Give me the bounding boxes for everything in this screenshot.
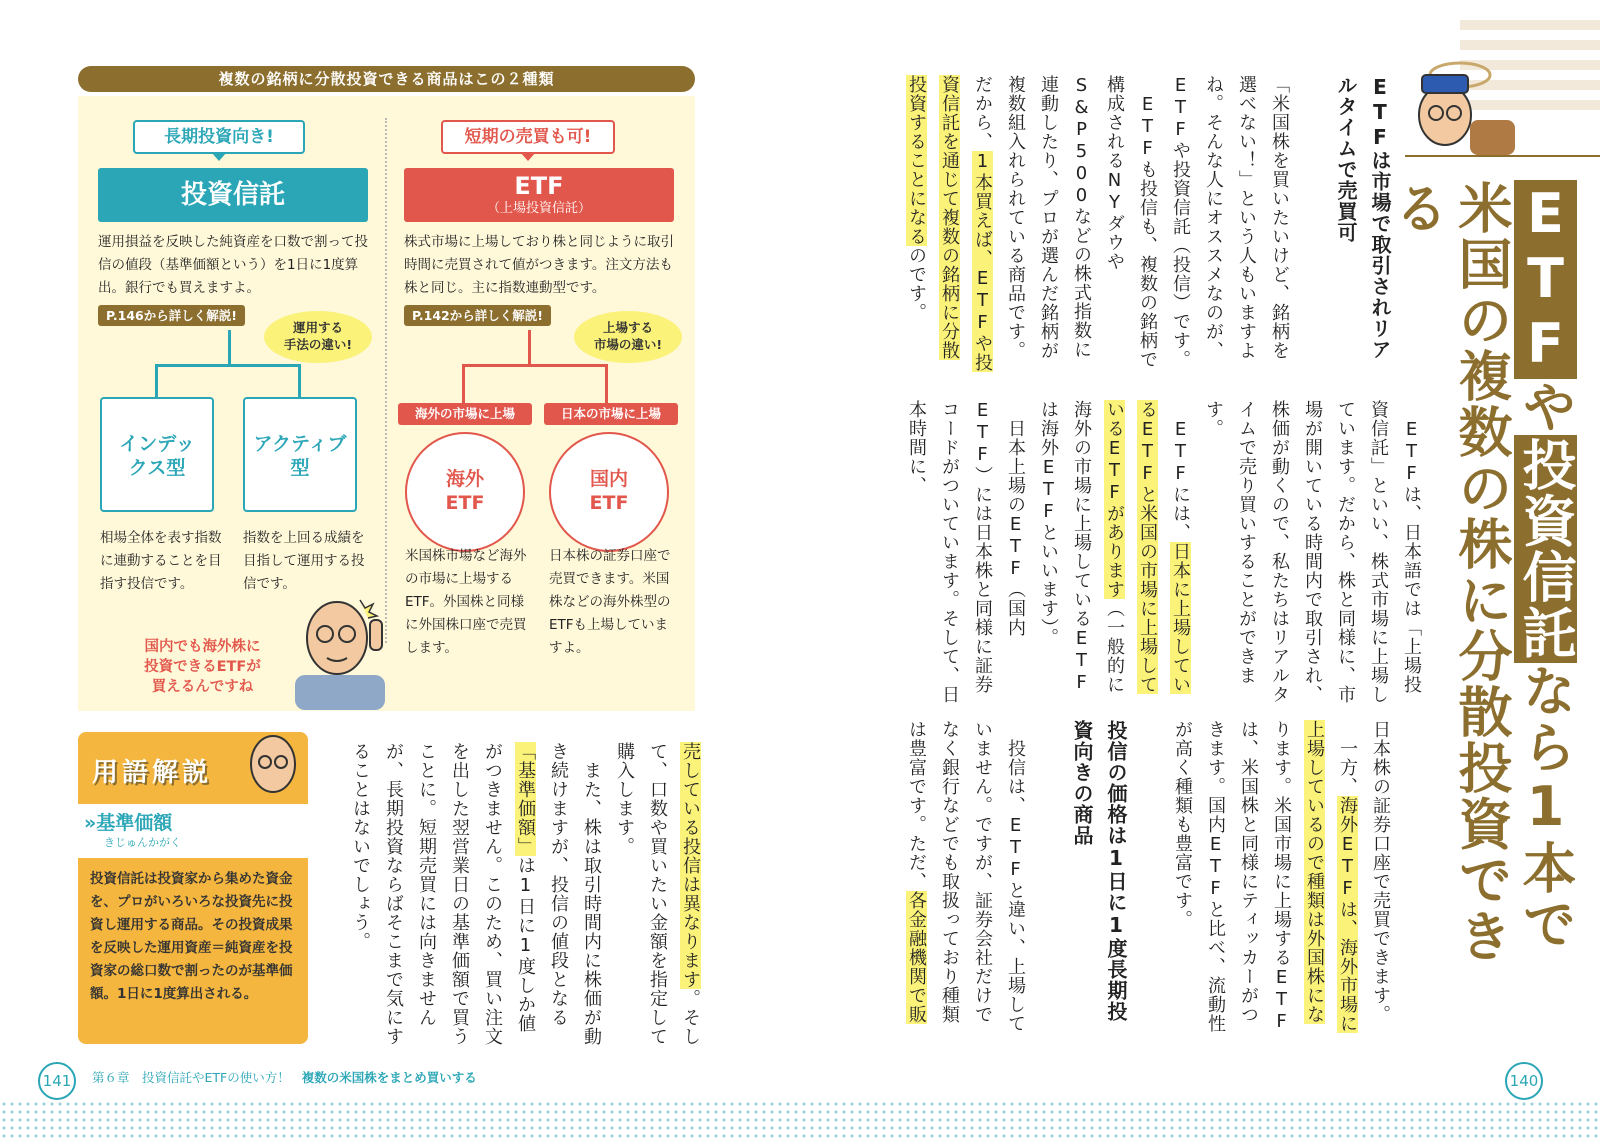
body-text: （一般的に海外の市場に上場しているETFは海外ETFといいます）。 — [1038, 400, 1125, 694]
chapter-subtitle: 複数の米国株をまとめ買いする — [301, 1070, 477, 1085]
character-comment-line1: 国内でも海外株に — [144, 639, 261, 655]
page-number-left: 141 — [38, 1062, 76, 1100]
etf-title-box — [404, 168, 674, 222]
body-text: は1日に1度しか値がつきません。このため、買い注文を出した翌営業日の基準価額で買うことに。短期売買には向きませんが、長期投資ならばそこまで気にすることはないでしょう。 — [350, 742, 536, 1046]
glossary-term: »基準価額 — [84, 812, 173, 834]
body-text: ETFも投信も、複数の銘柄で構成されるNYダウやS&P500などの株式指数に連動したり、プロが選んだ銘柄が複数組入れられている商品です。だから、 — [972, 75, 1158, 369]
toushin-page-ref: P.146から詳しく解説! — [98, 305, 245, 326]
section-heading: 投信の価格は1日に1度長期投資向きの商品 — [1070, 720, 1128, 1022]
tree-line — [155, 364, 301, 367]
body-text: ります。米国市場に上場するETFは、米国株と同様にティッカーがつきます。国内ETFと比べ、流動性が高く種類も豊富です。 — [1172, 720, 1292, 1033]
body-text: 日本株の証券口座で売買できます。 — [1370, 720, 1391, 1024]
highlight: 売している投信は異なります — [680, 742, 701, 989]
right-middle-text — [900, 400, 1428, 705]
body-text: ETFには、 — [1170, 400, 1191, 542]
glossary-man-illustration — [242, 728, 304, 800]
section-header: 複数の銘柄に分散投資できる商品はこの２種類 — [78, 66, 695, 92]
tree-line — [462, 364, 608, 367]
etf-bubble-line2: 市場の違い! — [593, 337, 663, 352]
highlight: 「基準価額」 — [515, 742, 536, 856]
title-box-etf: ETF — [1514, 182, 1577, 377]
glossary-reading: きじゅんかがく — [104, 836, 181, 849]
domestic-etf-description: 日本株の証券口座で売買できます。米国株などの海外株型のETFも上場していますよ。 — [549, 548, 671, 656]
etf-description: 株式市場に上場しており株と同じように取引時間に売買されて値がつきます。注文方法も株と同じ。主に指数連動型です。 — [404, 234, 674, 296]
body-text: ETFは、日本語では「上場投資信託」といい、株式市場に上場しています。だから、株と同様に、市場が開いている時間内で取引され、株価が動くので、私たちはリアルタイムで売り買いすることができます。 — [1203, 400, 1422, 704]
overseas-etf-circle — [405, 432, 525, 552]
highlight: 日本に上場している — [1137, 400, 1191, 694]
chapter-footer — [92, 1068, 477, 1086]
body-text: また、株は取引時間内に株価が動き続けますが、投信の値段となる — [548, 742, 602, 1046]
toushin-bubble — [264, 311, 372, 363]
body-text: 日本上場のETF（国内ETF）には日本株と同様に証券コードがついています。そして、日本時間に、 — [906, 400, 1026, 704]
chapter-title: 第６章 投資信託やETFの使い方！ — [92, 1070, 290, 1085]
active-type-line1: アクティブ — [253, 433, 347, 455]
long-term-tag — [133, 120, 305, 154]
title-text: なら1本で米国の複数の株に分散投資できる — [1386, 180, 1577, 964]
etf-bubble — [574, 311, 682, 363]
body-text: 。そして、口数や買いたい金額を指定して購入します。 — [614, 742, 701, 1046]
etf-page-ref: P.142から詳しく解説! — [404, 305, 551, 326]
old-man-illustration — [275, 580, 405, 710]
character-comment — [115, 637, 290, 697]
footer-dot-pattern — [0, 1100, 1600, 1140]
right-top-text — [900, 75, 1397, 375]
toushin-bubble-line2: 手法の違い! — [283, 337, 353, 352]
section-heading: ETFは市場で取引されリアルタイムで売買可 — [1334, 75, 1392, 360]
toushin-description: 運用損益を反映した純資産を口数で割って投信の値段（基準価額という）を1日に1度算出。銀行でも買えますよ。 — [98, 234, 368, 296]
tree-line — [155, 364, 158, 398]
active-type-line2: 型 — [290, 457, 310, 479]
body-text: 「米国株を買いたいけど、銘柄を選べない！」という人もいますよね。そんな人にオススメなのが、ETFや投資信託（投信）です。 — [1170, 75, 1290, 369]
active-type-description: 指数を上回る成績を目指して運用する投信です。 — [243, 530, 365, 592]
character-comment-line3: 買えるんですね — [151, 679, 254, 695]
domestic-etf-circle — [549, 432, 669, 552]
index-type-line1: インデッ — [119, 433, 195, 455]
etf-subtitle: （上場投資信託） — [486, 201, 591, 216]
overseas-market-label: 海外の市場に上場 — [398, 403, 532, 425]
index-type-line2: クス型 — [128, 457, 186, 479]
highlight: 各金融機関で販 — [906, 891, 927, 1024]
tree-line — [298, 364, 301, 398]
highlight: 海外ETFは、海外市場に上場しているので種類は外国株にな — [1304, 720, 1358, 1033]
title-box-toushin: 投資信託 — [1514, 437, 1577, 661]
tree-line — [462, 364, 465, 404]
body-text: のです。 — [906, 246, 927, 322]
body-text: 一方、 — [1337, 720, 1358, 796]
tree-line — [605, 364, 608, 404]
etf-bubble-line1: 上場する — [602, 320, 653, 335]
glossary-title: 用語解説 — [92, 758, 213, 788]
index-type-description: 相場全体を表す指数に連動することを目指す投信です。 — [100, 530, 222, 592]
tree-line — [228, 330, 231, 366]
short-term-tag-label: 短期の売買も可! — [464, 127, 592, 147]
toushin-title-box: 投資信託 — [98, 168, 368, 222]
column-divider — [385, 118, 387, 643]
domestic-etf-line1: 国内 — [589, 468, 628, 490]
overseas-etf-line1: 海外 — [445, 468, 484, 490]
highlight: ETFと米国の市場に上場しているETFがあります — [1104, 400, 1158, 694]
short-term-tag — [441, 120, 615, 154]
active-type-box — [243, 397, 357, 512]
japan-market-label: 日本の市場に上場 — [544, 403, 678, 425]
long-term-tag-label: 長期投資向き! — [164, 127, 274, 147]
left-body-text — [344, 742, 707, 1047]
title-text: や — [1514, 379, 1577, 435]
overseas-etf-line2: ETF — [445, 492, 485, 514]
toushin-bubble-line1: 運用する — [292, 320, 343, 335]
glossary-body: 投資信託は投資家から集めた資金を、プロがいろいろな投資先に投資し運用する商品。その投資成果を反映した運用資産＝純資産を投資家の総口数で割ったのが基準価額。1日に1度算出される。 — [90, 871, 293, 1002]
cowboy-illustration — [1400, 15, 1600, 155]
overseas-etf-description: 米国株市場など海外の市場に上場するETF。外国株と同様に外国株口座で売買します。 — [405, 548, 527, 656]
domestic-etf-line2: ETF — [589, 492, 629, 514]
right-bottom-text — [900, 720, 1397, 1040]
tree-line — [528, 330, 531, 366]
highlight: 1本買えば、ETFや投資信託を通じて複数の銘柄に分散投資することになる — [906, 75, 993, 372]
etf-title: ETF — [514, 172, 564, 200]
page-number-right: 140 — [1505, 1062, 1543, 1100]
character-comment-line2: 投資できるETFが — [144, 659, 261, 675]
body-text: 投信は、ETFと違い、上場していません。ですが、証券会社だけでなく銀行などでも取扱っており種類は豊富です。ただ、 — [906, 720, 1026, 1033]
index-type-box — [100, 397, 214, 512]
title-rule — [1405, 155, 1600, 157]
